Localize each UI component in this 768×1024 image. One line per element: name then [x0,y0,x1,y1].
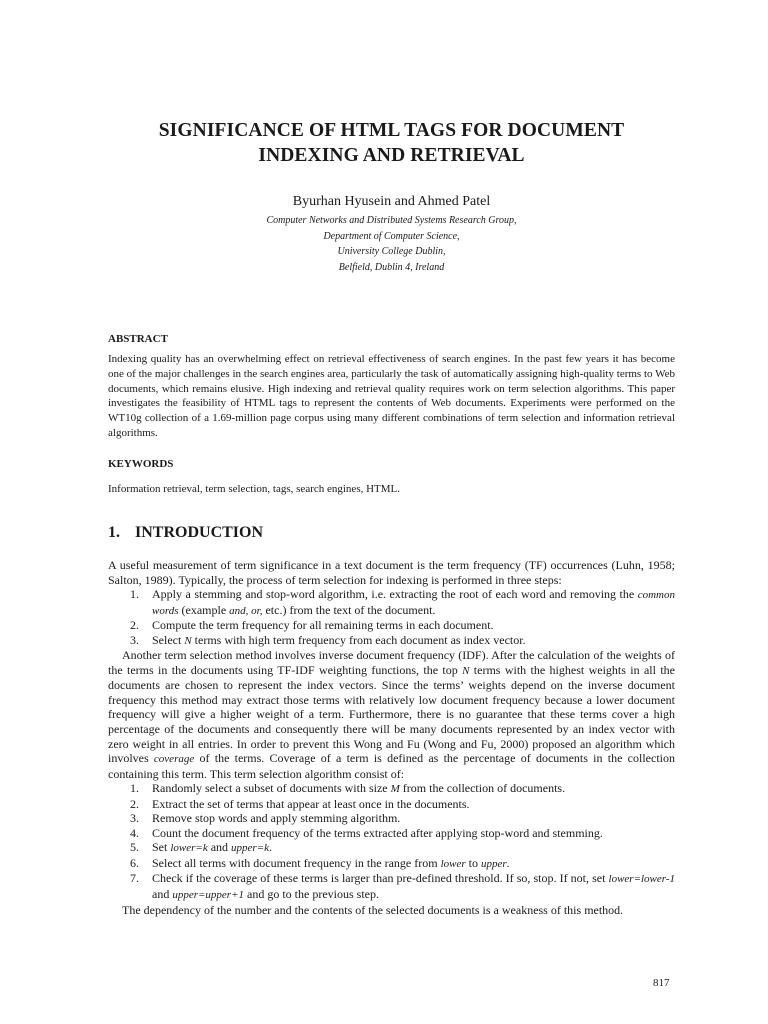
affiliation-line: Belfield, Dublin 4, Ireland [338,261,445,273]
list-item [108,826,675,841]
section-number: 1. [108,524,120,541]
intro-paragraph-3: The dependency of the number and the contents of the selected documents is a weakness of this method. [122,902,624,917]
paragraph-italic: coverage [153,753,195,766]
list-italic: lower=lower-1 [608,873,675,886]
list-text: Select [152,632,185,647]
paragraph-text: Another term selection method involves inverse document frequency (IDF). After the calculation of the weights of the terms in the documents using TF-IDF weighting functions, the top [108,648,675,677]
list-italic: N [184,634,192,647]
abstract-heading: ABSTRACT [108,333,168,345]
list-item [108,587,675,618]
list-item [108,871,675,902]
list-item [108,633,675,649]
list-text: from the collection of documents. [399,781,566,796]
paragraph-italic: N [462,664,470,677]
introduction-body [108,558,675,917]
step-list-2 [108,781,675,902]
keywords-heading: KEYWORDS [108,458,174,470]
title-line-1: SIGNIFICANCE OF HTML TAGS FOR DOCUMENT [158,120,625,141]
paper-title [108,118,675,168]
list-text: . [269,840,273,855]
list-text: etc.) from the text of the document. [262,602,436,617]
list-number: 1. [130,587,139,602]
list-number: 2. [130,796,139,811]
list-number: 1. [130,781,139,796]
list-item [108,618,675,633]
list-italic: common words [152,589,675,617]
list-italic: and, or, [229,604,263,617]
list-item [108,856,675,872]
affiliation-line: Computer Networks and Distributed Systems Research Group, [266,215,517,226]
list-text: Set [152,840,171,855]
list-italic: lower [440,857,466,870]
keywords-text: Information retrieval, term selection, tags, search engines, HTML. [108,483,401,495]
list-italic: upper=k [231,842,270,855]
list-text: Check if the coverage of these terms is larger than pre-defined threshold. If so, stop. If not, set [152,871,609,886]
list-italic: upper=upper+1 [172,889,244,902]
list-number: 5. [130,840,139,855]
list-text: Select all terms with document frequency in the range from [152,855,441,870]
paragraph-text: of the terms. Coverage of a term is defined as the percentage of documents in the collection containing this term. This term selection algorithm consist of: [108,751,675,781]
page-number: 817 [653,977,670,989]
list-italic: M [390,783,400,796]
list-number: 3. [130,632,139,647]
paragraph-text: terms with the highest weights in all the documents are chosen to represent the index vectors. Since the terms’ weights depend on the inverse document frequency this method may extract those terms with relatively low document frequency because a lower document frequency will give a higher weight of a term. Furthermore, there is no guarantee that these terms cover a high percentage of the documents and consequently there will be many documents represented by an index vector with zero weight in all entries. In order to prevent this Wong and Fu (Wong and Fu, 2000) proposed an algorithm which involves [108,662,675,766]
intro-paragraph-2 [108,648,675,781]
authors: Byurhan Hyusein and Ahmed Patel [292,194,491,209]
list-text: Count the document frequency of the terms extracted after applying stop-word and stemming. [152,825,603,840]
title-line-2: INDEXING AND RETRIEVAL [258,145,525,166]
affiliation [108,213,675,275]
list-text: and [207,840,232,855]
list-item [108,797,675,812]
list-number: 2. [130,618,139,633]
list-item [108,840,675,856]
affiliation-line: Department of Computer Science, [323,230,460,242]
list-text: Extract the set of terms that appear at least once in the documents. [152,796,470,811]
list-text: Compute the term frequency for all remaining terms in each document. [152,618,494,633]
list-text: to [465,855,481,870]
list-text: and go to the previous step. [244,887,379,902]
list-number: 3. [130,811,139,826]
list-item [108,811,675,826]
list-number: 6. [130,855,139,870]
list-italic: lower=k [170,842,208,855]
list-item [108,781,675,797]
paper-page [108,0,675,1024]
list-text: terms with high term frequency from each document as index vector. [191,632,526,647]
list-text: . [506,855,510,870]
list-number: 4. [130,825,139,840]
intro-paragraph-1: A useful measurement of term significance in a text document is the term frequency (TF) occurrences (Luhn, 1958; Salton, 1989). Typically, the process of term selection for indexing is performed in three steps: [108,558,675,587]
list-italic: upper [480,857,507,870]
list-text: Remove stop words and apply stemming algorithm. [152,811,401,826]
list-number: 7. [130,871,139,886]
section-heading [108,524,263,542]
list-text: and [152,887,173,902]
step-list-1 [108,587,675,648]
list-text: (example [178,602,230,617]
section-title: INTRODUCTION [135,524,264,541]
affiliation-line: University College Dublin, [337,246,446,257]
abstract-text: Indexing quality has an overwhelming effect on retrieval effectiveness of search engines. In the past few years it has become one of the major challenges in the search engines area, particularly the task of automatically assigning high-quality terms to Web documents, which remains elusive. High indexing and retrieval quality requires work on term selection algorithms. This paper investigates the feasibility of HTML tags to represent the contents of Web documents. Experiments were performed on the WT10g collection of a 1.69-million page corpus using many different combinations of term selection and information retrieval algorithms. [108,353,675,439]
list-text: Randomly select a subset of documents with size [152,781,391,796]
list-text: Apply a stemming and stop-word algorithm, i.e. extracting the root of each word and removing the [152,587,638,602]
